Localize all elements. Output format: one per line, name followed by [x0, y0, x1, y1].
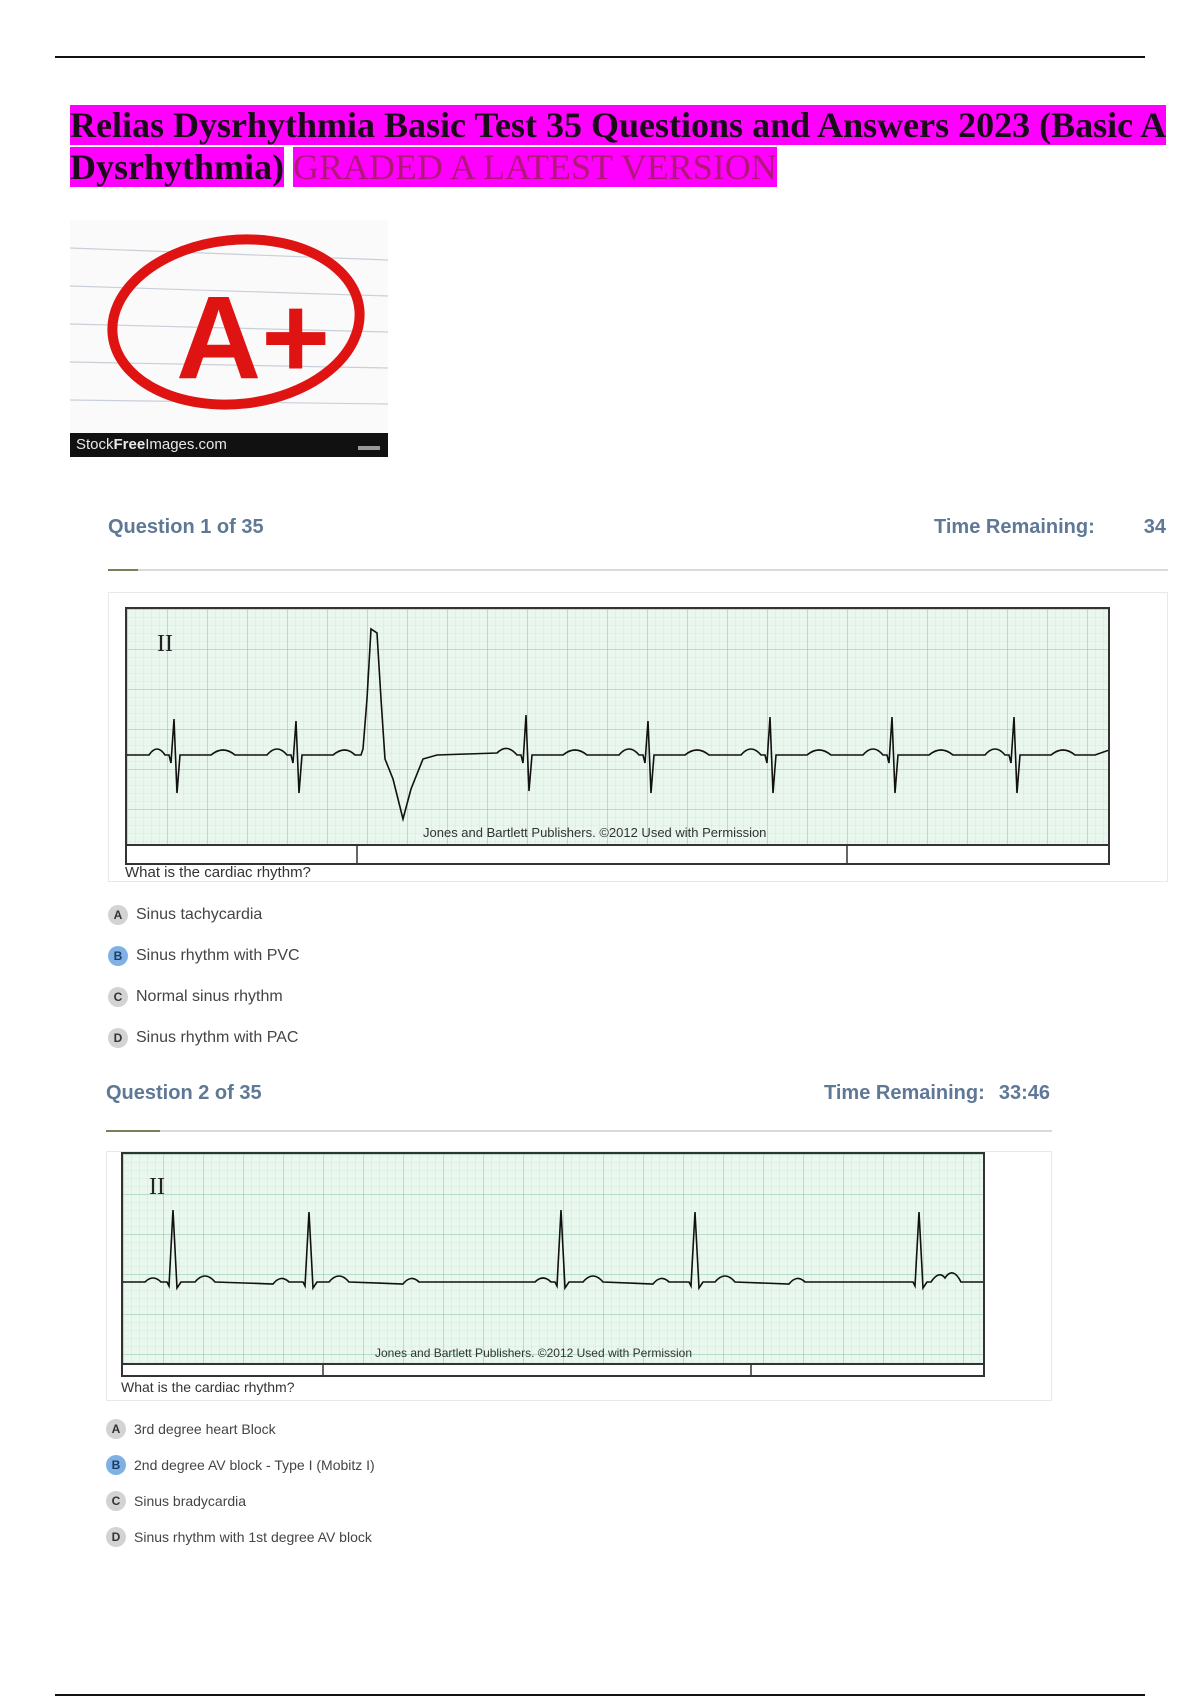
- choice-letter-badge: B: [108, 946, 128, 966]
- choice-letter-badge: D: [106, 1527, 126, 1547]
- question-prompt: What is the cardiac rhythm?: [121, 1379, 295, 1395]
- time-remaining-value: 34: [1143, 516, 1166, 538]
- progress-divider: [108, 569, 1168, 571]
- choice-d[interactable]: [108, 1025, 298, 1051]
- progress-divider: [106, 1130, 1052, 1132]
- question-2: [106, 1078, 1052, 1558]
- ecg-strip: [121, 1152, 985, 1377]
- choice-b[interactable]: [106, 1452, 375, 1478]
- credit-tag: [358, 446, 380, 450]
- choice-text: 3rd degree heart Block: [134, 1421, 276, 1437]
- choice-letter-badge: C: [106, 1491, 126, 1511]
- lead-label: II: [157, 631, 173, 657]
- copyright-text: Jones and Bartlett Publishers. ©2012 Used with Permission: [423, 825, 767, 840]
- question-number: Question 1 of 35: [108, 516, 264, 538]
- title-main: Relias Dysrhythmia Basic Test 35 Questions and Answers 2023 (Basic A Dysrhythmia): [70, 105, 1167, 187]
- choice-letter-badge: D: [108, 1028, 128, 1048]
- choice-letter-badge: A: [106, 1419, 126, 1439]
- choice-letter-badge: C: [108, 987, 128, 1007]
- question-prompt: What is the cardiac rhythm?: [125, 864, 311, 881]
- question-header: [108, 512, 1168, 542]
- lead-label: II: [149, 1174, 165, 1200]
- choice-text: Sinus rhythm with PAC: [136, 1029, 299, 1046]
- a-plus-image: [70, 220, 388, 457]
- choice-letter-badge: A: [108, 905, 128, 925]
- ecg-card: [106, 1151, 1052, 1401]
- progress-indicator: [108, 569, 138, 571]
- choice-a[interactable]: [108, 902, 262, 928]
- copyright-text: Jones and Bartlett Publishers. ©2012 Used with Permission: [375, 1346, 692, 1360]
- choice-c[interactable]: [106, 1488, 246, 1514]
- time-remaining-value: 33:46: [998, 1082, 1050, 1104]
- ecg-card: [108, 592, 1168, 882]
- choice-b[interactable]: [108, 943, 300, 969]
- bottom-rule: [55, 1694, 1145, 1696]
- choice-text: Normal sinus rhythm: [136, 988, 283, 1005]
- question-number: Question 2 of 35: [106, 1082, 262, 1104]
- choice-text: Sinus rhythm with PVC: [136, 947, 300, 964]
- ecg-strip: [125, 607, 1110, 865]
- progress-indicator: [106, 1130, 160, 1132]
- choice-text: Sinus tachycardia: [136, 906, 263, 923]
- choice-letter-badge: B: [106, 1455, 126, 1475]
- choice-c[interactable]: [108, 984, 283, 1010]
- choice-text: Sinus bradycardia: [134, 1493, 247, 1509]
- top-rule: [55, 56, 1145, 58]
- choice-text: 2nd degree AV block - Type I (Mobitz I): [134, 1457, 375, 1473]
- document-title: [70, 104, 1180, 188]
- time-remaining-label: Time Remaining:: [934, 516, 1095, 538]
- question-1: [108, 512, 1168, 1057]
- title-grade: GRADED A LATEST VERSION: [293, 147, 777, 187]
- choice-text: Sinus rhythm with 1st degree AV block: [134, 1529, 372, 1545]
- time-remaining-label: Time Remaining:: [824, 1082, 985, 1104]
- question-header: [106, 1078, 1052, 1108]
- choice-a[interactable]: [106, 1416, 276, 1442]
- choice-d[interactable]: [106, 1524, 372, 1550]
- grade-mark: A+: [176, 272, 331, 404]
- image-credit: StockFreeImages.com: [70, 433, 388, 457]
